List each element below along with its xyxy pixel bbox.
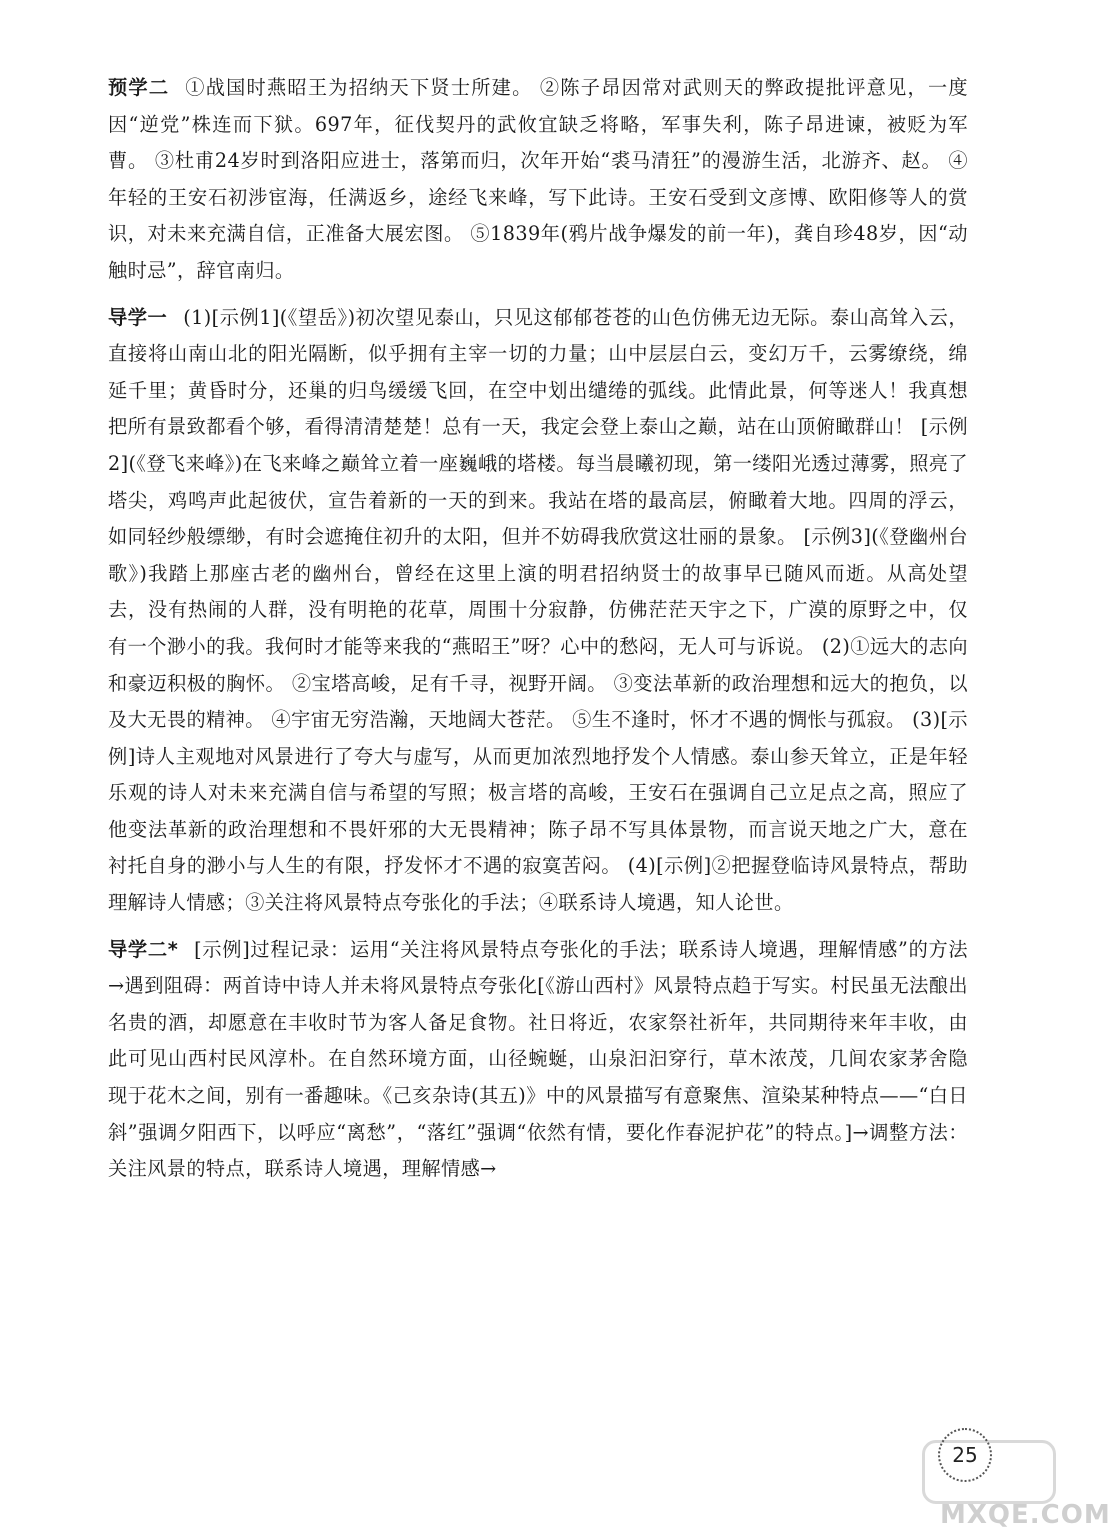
section-heading: 导学一 bbox=[108, 305, 168, 329]
page-content bbox=[108, 70, 968, 1198]
paragraph-daoxue-1 bbox=[108, 300, 968, 922]
paragraph-text: [示例]过程记录：运用“关注将风景特点夸张化的手法；联系诗人境遇，理解情感”的方法→遇到阻碍：两首诗中诗人并未将风景特点夸张化[《游山西村》风景特点趋于写实。村民虽无法酿出名贵的酒，却愿意在丰收时节为客人备足食物。社日将近，农家祭社祈年，共同期待来年丰收，由此可见山西村民风淳朴。在自然环境方面，山径蜿蜒，山泉汩汩穿行，草木浓茂，几间农家茅舍隐现于花木之间，别有一番趣味。《己亥杂诗(其五)》中的风景描写有意聚焦、渲染某种特点——“白日斜”强调夕阳西下，以呼应“离愁”，“落红”强调“依然有情，要化作春泥护花”的特点。]→调整方法：关注风景的特点，联系诗人境遇，理解情感→ bbox=[108, 937, 968, 1181]
paragraph-text: ①战国时燕昭王为招纳天下贤士所建。 ②陈子昂因常对武则天的弊政提批评意见，一度因“逆党”株连而下狱。697年，征伐契丹的武攸宜缺乏将略，军事失利，陈子昂进谏，被贬为军曹。 ③杜甫24岁时到洛阳应进士，落第而归，次年开始“裘马清狂”的漫游生活，北游齐、赵。 ④年轻的王安石初涉宦海，任满返乡，途经飞来峰，写下此诗。王安石受到文彦博、欧阳修等人的赏识，对未来充满自信，正准备大展宏图。 ⑤1839年(鸦片战争爆发的前一年)，龚自珍48岁，因“动触时忌”，辞官南归。 bbox=[108, 76, 968, 282]
paragraph-daoxue-2 bbox=[108, 932, 968, 1188]
paragraph-yuxue-2 bbox=[108, 70, 968, 290]
section-heading: 预学二 bbox=[108, 76, 170, 99]
section-heading: 导学二* bbox=[108, 937, 179, 961]
watermark-text: MXQE.COM bbox=[940, 1500, 1111, 1530]
page-number: 25 bbox=[938, 1428, 992, 1482]
paragraph-text: (1)[示例1](《望岳》)初次望见泰山，只见这郁郁苍苍的山色仿佛无边无际。泰山高耸入云，直接将山南山北的阳光隔断，似乎拥有主宰一切的力量；山中层层白云，变幻万千，云雾缭绕，绵延千里；黄昏时分，还巢的归鸟缓缓飞回，在空中划出缱绻的弧线。此情此景，何等迷人！我真想把所有景致都看个够，看得清清楚楚！总有一天，我定会登上泰山之巅，站在山顶俯瞰群山！ [示例2](《登飞来峰》)在飞来峰之巅耸立着一座巍峨的塔楼。每当晨曦初现，第一缕阳光透过薄雾，照亮了塔尖，鸡鸣声此起彼伏，宣告着新的一天的到来。我站在塔的最高层，俯瞰着大地。四周的浮云，如同轻纱般缥缈，有时会遮掩住初升的太阳，但并不妨碍我欣赏这壮丽的景象。 [示例3](《登幽州台歌》)我踏上那座古老的幽州台，曾经在这里上演的明君招纳贤士的故事早已随风而逝。从高处望去，没有热闹的人群，没有明艳的花草，周围十分寂静，仿佛茫茫天宇之下，广漠的原野之中，仅有一个渺小的我。我何时才能等来我的“燕昭王”呀？心中的愁闷，无人可与诉说。 (2)①远大的志向和豪迈积极的胸怀。 ②宝塔高峻，足有千寻，视野开阔。 ③变法革新的政治理想和远大的抱负，以及大无畏的精神。 ④宇宙无穷浩瀚，天地阔大苍茫。 ⑤生不逢时，怀才不遇的惆怅与孤寂。 (3)[示例]诗人主观地对风景进行了夸大与虚写，从而更加浓烈地抒发个人情感。泰山参天耸立，正是年轻乐观的诗人对未来充满自信与希望的写照；极言塔的高峻，王安石在强调自己立足点之高，照应了他变法革新的政治理想和不畏奸邪的大无畏精神；陈子昂不写具体景物，而言说天地之广大，意在衬托自身的渺小与人生的有限，抒发怀才不遇的寂寞苦闷。 (4)[示例]②把握登临诗风景特点，帮助理解诗人情感；③关注将风景特点夸张化的手法；④联系诗人境遇，知人论世。 bbox=[108, 305, 968, 915]
